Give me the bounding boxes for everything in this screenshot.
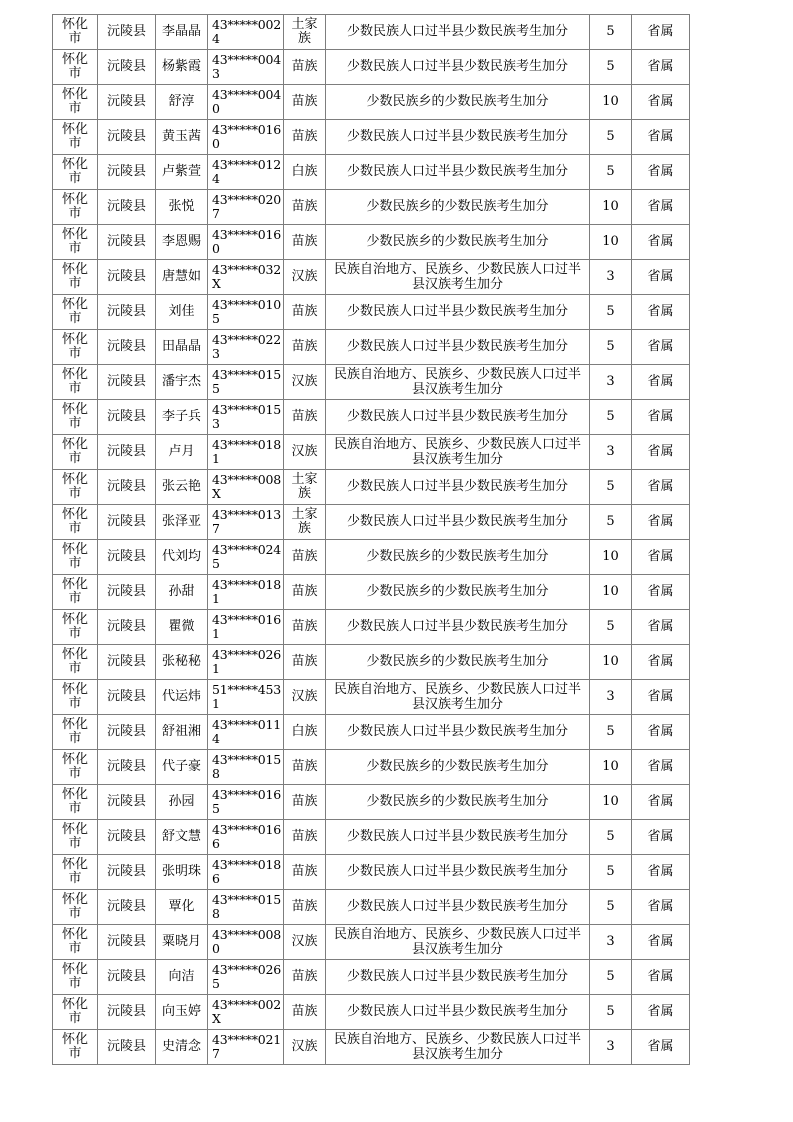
city-cell: 怀化 市 <box>53 330 98 365</box>
id-number-cell: 43*****004 0 <box>208 85 284 120</box>
bonus-points-cell: 10 <box>590 540 632 575</box>
ethnicity-cell: 土家 族 <box>284 15 326 50</box>
category-cell: 省属 <box>632 645 690 680</box>
category-cell: 省属 <box>632 15 690 50</box>
name-cell: 向洁 <box>156 960 208 995</box>
id-number-cell: 43*****016 6 <box>208 820 284 855</box>
bonus-item-cell: 少数民族人口过半县少数民族考生加分 <box>326 820 590 855</box>
table-row <box>53 330 690 365</box>
id-number-cell: 43*****011 4 <box>208 715 284 750</box>
table-row <box>53 155 690 190</box>
bonus-points-cell: 5 <box>590 295 632 330</box>
ethnicity-cell: 苗族 <box>284 190 326 225</box>
bonus-item-cell: 少数民族人口过半县少数民族考生加分 <box>326 155 590 190</box>
bonus-points-cell: 10 <box>590 785 632 820</box>
id-number-cell: 43*****016 0 <box>208 225 284 260</box>
ethnicity-cell: 苗族 <box>284 750 326 785</box>
bonus-item-cell: 少数民族乡的少数民族考生加分 <box>326 645 590 680</box>
city-cell: 怀化 市 <box>53 50 98 85</box>
city-cell: 怀化 市 <box>53 505 98 540</box>
id-number-cell: 43*****015 5 <box>208 365 284 400</box>
city-cell: 怀化 市 <box>53 750 98 785</box>
table-row <box>53 575 690 610</box>
county-cell: 沅陵县 <box>98 435 156 470</box>
city-cell: 怀化 市 <box>53 400 98 435</box>
city-cell: 怀化 市 <box>53 715 98 750</box>
table-row <box>53 680 690 715</box>
bonus-points-cell: 5 <box>590 890 632 925</box>
name-cell: 杨紫霞 <box>156 50 208 85</box>
city-cell: 怀化 市 <box>53 855 98 890</box>
city-cell: 怀化 市 <box>53 190 98 225</box>
bonus-points-cell: 5 <box>590 155 632 190</box>
county-cell: 沅陵县 <box>98 680 156 715</box>
category-cell: 省属 <box>632 715 690 750</box>
bonus-item-cell: 少数民族人口过半县少数民族考生加分 <box>326 610 590 645</box>
ethnicity-cell: 汉族 <box>284 365 326 400</box>
city-cell: 怀化 市 <box>53 680 98 715</box>
county-cell: 沅陵县 <box>98 855 156 890</box>
ethnicity-cell: 苗族 <box>284 295 326 330</box>
bonus-points-cell: 3 <box>590 680 632 715</box>
bonus-item-cell: 少数民族乡的少数民族考生加分 <box>326 575 590 610</box>
table-row <box>53 295 690 330</box>
id-number-cell: 43*****021 7 <box>208 1030 284 1065</box>
county-cell: 沅陵县 <box>98 15 156 50</box>
county-cell: 沅陵县 <box>98 470 156 505</box>
bonus-points-cell: 3 <box>590 1030 632 1065</box>
name-cell: 舒淳 <box>156 85 208 120</box>
county-cell: 沅陵县 <box>98 575 156 610</box>
category-cell: 省属 <box>632 190 690 225</box>
category-cell: 省属 <box>632 155 690 190</box>
name-cell: 李晶晶 <box>156 15 208 50</box>
bonus-points-cell: 5 <box>590 330 632 365</box>
table-row <box>53 750 690 785</box>
category-cell: 省属 <box>632 820 690 855</box>
name-cell: 瞿微 <box>156 610 208 645</box>
bonus-item-cell: 少数民族人口过半县少数民族考生加分 <box>326 890 590 925</box>
category-cell: 省属 <box>632 960 690 995</box>
id-number-cell: 43*****022 3 <box>208 330 284 365</box>
table-row <box>53 540 690 575</box>
bonus-item-cell: 少数民族人口过半县少数民族考生加分 <box>326 995 590 1030</box>
name-cell: 李恩赐 <box>156 225 208 260</box>
bonus-points-cell: 5 <box>590 855 632 890</box>
category-cell: 省属 <box>632 1030 690 1065</box>
category-cell: 省属 <box>632 575 690 610</box>
table-row <box>53 715 690 750</box>
table-row <box>53 15 690 50</box>
bonus-points-cell: 3 <box>590 925 632 960</box>
category-cell: 省属 <box>632 855 690 890</box>
table-row <box>53 855 690 890</box>
id-number-cell: 43*****024 5 <box>208 540 284 575</box>
bonus-item-cell: 少数民族人口过半县少数民族考生加分 <box>326 505 590 540</box>
id-number-cell: 43*****026 1 <box>208 645 284 680</box>
bonus-item-cell: 少数民族人口过半县少数民族考生加分 <box>326 960 590 995</box>
id-number-cell: 43*****015 3 <box>208 400 284 435</box>
city-cell: 怀化 市 <box>53 645 98 680</box>
city-cell: 怀化 市 <box>53 120 98 155</box>
name-cell: 张悦 <box>156 190 208 225</box>
name-cell: 刘佳 <box>156 295 208 330</box>
name-cell: 张云艳 <box>156 470 208 505</box>
bonus-item-cell: 少数民族人口过半县少数民族考生加分 <box>326 15 590 50</box>
ethnicity-cell: 苗族 <box>284 610 326 645</box>
name-cell: 代子豪 <box>156 750 208 785</box>
name-cell: 代刘均 <box>156 540 208 575</box>
city-cell: 怀化 市 <box>53 365 98 400</box>
category-cell: 省属 <box>632 330 690 365</box>
id-number-cell: 43*****020 7 <box>208 190 284 225</box>
city-cell: 怀化 市 <box>53 890 98 925</box>
bonus-points-cell: 5 <box>590 820 632 855</box>
city-cell: 怀化 市 <box>53 1030 98 1065</box>
bonus-points-cell: 5 <box>590 470 632 505</box>
county-cell: 沅陵县 <box>98 330 156 365</box>
bonus-points-cell: 10 <box>590 750 632 785</box>
bonus-points-cell: 5 <box>590 505 632 540</box>
bonus-points-cell: 10 <box>590 225 632 260</box>
table-row <box>53 645 690 680</box>
city-cell: 怀化 市 <box>53 155 98 190</box>
city-cell: 怀化 市 <box>53 470 98 505</box>
table-row <box>53 225 690 260</box>
bonus-points-cell: 3 <box>590 435 632 470</box>
table-row <box>53 365 690 400</box>
ethnicity-cell: 汉族 <box>284 435 326 470</box>
id-number-cell: 43*****016 1 <box>208 610 284 645</box>
city-cell: 怀化 市 <box>53 295 98 330</box>
table-row <box>53 820 690 855</box>
table-row <box>53 435 690 470</box>
ethnicity-cell: 白族 <box>284 155 326 190</box>
bonus-points-cell: 5 <box>590 50 632 85</box>
table-row <box>53 400 690 435</box>
table-row <box>53 120 690 155</box>
table-row <box>53 925 690 960</box>
category-cell: 省属 <box>632 50 690 85</box>
county-cell: 沅陵县 <box>98 365 156 400</box>
county-cell: 沅陵县 <box>98 190 156 225</box>
category-cell: 省属 <box>632 400 690 435</box>
bonus-item-cell: 少数民族乡的少数民族考生加分 <box>326 85 590 120</box>
id-number-cell: 43*****016 0 <box>208 120 284 155</box>
name-cell: 卢月 <box>156 435 208 470</box>
city-cell: 怀化 市 <box>53 995 98 1030</box>
id-number-cell: 43*****015 8 <box>208 750 284 785</box>
category-cell: 省属 <box>632 540 690 575</box>
table-row <box>53 1030 690 1065</box>
ethnicity-cell: 苗族 <box>284 85 326 120</box>
bonus-item-cell: 少数民族人口过半县少数民族考生加分 <box>326 50 590 85</box>
bonus-points-cell: 3 <box>590 365 632 400</box>
id-number-cell: 43*****018 6 <box>208 855 284 890</box>
ethnicity-cell: 汉族 <box>284 925 326 960</box>
category-cell: 省属 <box>632 470 690 505</box>
id-number-cell: 43*****016 5 <box>208 785 284 820</box>
city-cell: 怀化 市 <box>53 610 98 645</box>
table-row <box>53 610 690 645</box>
id-number-cell: 43*****013 7 <box>208 505 284 540</box>
bonus-item-cell: 少数民族人口过半县少数民族考生加分 <box>326 120 590 155</box>
name-cell: 史清念 <box>156 1030 208 1065</box>
bonus-points-cell: 5 <box>590 15 632 50</box>
ethnicity-cell: 苗族 <box>284 225 326 260</box>
id-number-cell: 43*****002 X <box>208 995 284 1030</box>
category-cell: 省属 <box>632 890 690 925</box>
table-row <box>53 505 690 540</box>
name-cell: 舒祖湘 <box>156 715 208 750</box>
category-cell: 省属 <box>632 225 690 260</box>
bonus-item-cell: 少数民族人口过半县少数民族考生加分 <box>326 295 590 330</box>
category-cell: 省属 <box>632 680 690 715</box>
name-cell: 张泽亚 <box>156 505 208 540</box>
name-cell: 粟晓月 <box>156 925 208 960</box>
name-cell: 张秘秘 <box>156 645 208 680</box>
ethnicity-cell: 苗族 <box>284 575 326 610</box>
id-number-cell: 43*****018 1 <box>208 575 284 610</box>
id-number-cell: 43*****010 5 <box>208 295 284 330</box>
ethnicity-cell: 苗族 <box>284 855 326 890</box>
county-cell: 沅陵县 <box>98 260 156 295</box>
county-cell: 沅陵县 <box>98 610 156 645</box>
ethnicity-cell: 汉族 <box>284 1030 326 1065</box>
bonus-item-cell: 少数民族乡的少数民族考生加分 <box>326 750 590 785</box>
bonus-points-cell: 3 <box>590 260 632 295</box>
name-cell: 覃化 <box>156 890 208 925</box>
id-number-cell: 43*****012 4 <box>208 155 284 190</box>
city-cell: 怀化 市 <box>53 820 98 855</box>
bonus-points-cell: 10 <box>590 190 632 225</box>
name-cell: 黄玉茜 <box>156 120 208 155</box>
county-cell: 沅陵县 <box>98 785 156 820</box>
bonus-item-cell: 民族自治地方、民族乡、少数民族人口过半县汉族考生加分 <box>326 435 590 470</box>
ethnicity-cell: 苗族 <box>284 120 326 155</box>
county-cell: 沅陵县 <box>98 225 156 260</box>
table-row <box>53 960 690 995</box>
bonus-points-cell: 10 <box>590 85 632 120</box>
name-cell: 孙甜 <box>156 575 208 610</box>
bonus-points-cell: 10 <box>590 645 632 680</box>
name-cell: 向玉婷 <box>156 995 208 1030</box>
county-cell: 沅陵县 <box>98 295 156 330</box>
category-cell: 省属 <box>632 925 690 960</box>
category-cell: 省属 <box>632 435 690 470</box>
ethnicity-cell: 苗族 <box>284 785 326 820</box>
table-row <box>53 85 690 120</box>
county-cell: 沅陵县 <box>98 715 156 750</box>
city-cell: 怀化 市 <box>53 540 98 575</box>
bonus-item-cell: 民族自治地方、民族乡、少数民族人口过半县汉族考生加分 <box>326 260 590 295</box>
city-cell: 怀化 市 <box>53 785 98 820</box>
city-cell: 怀化 市 <box>53 435 98 470</box>
ethnicity-cell: 苗族 <box>284 50 326 85</box>
bonus-points-cell: 5 <box>590 715 632 750</box>
table-row <box>53 50 690 85</box>
bonus-item-cell: 少数民族人口过半县少数民族考生加分 <box>326 715 590 750</box>
id-number-cell: 43*****018 1 <box>208 435 284 470</box>
ethnicity-cell: 苗族 <box>284 820 326 855</box>
bonus-item-cell: 少数民族人口过半县少数民族考生加分 <box>326 855 590 890</box>
bonus-points-cell: 10 <box>590 575 632 610</box>
ethnicity-cell: 苗族 <box>284 890 326 925</box>
city-cell: 怀化 市 <box>53 225 98 260</box>
bonus-points-cell: 5 <box>590 610 632 645</box>
table-row <box>53 785 690 820</box>
county-cell: 沅陵县 <box>98 1030 156 1065</box>
county-cell: 沅陵县 <box>98 505 156 540</box>
name-cell: 张明珠 <box>156 855 208 890</box>
category-cell: 省属 <box>632 260 690 295</box>
id-number-cell: 43*****032 X <box>208 260 284 295</box>
bonus-item-cell: 少数民族乡的少数民族考生加分 <box>326 785 590 820</box>
city-cell: 怀化 市 <box>53 15 98 50</box>
ethnicity-cell: 白族 <box>284 715 326 750</box>
id-number-cell: 43*****004 3 <box>208 50 284 85</box>
ethnicity-cell: 苗族 <box>284 400 326 435</box>
bonus-item-cell: 少数民族人口过半县少数民族考生加分 <box>326 400 590 435</box>
name-cell: 孙园 <box>156 785 208 820</box>
ethnicity-cell: 土家 族 <box>284 470 326 505</box>
bonus-points-cell: 5 <box>590 960 632 995</box>
table-row <box>53 260 690 295</box>
bonus-points-cell: 5 <box>590 120 632 155</box>
county-cell: 沅陵县 <box>98 540 156 575</box>
ethnicity-cell: 汉族 <box>284 680 326 715</box>
county-cell: 沅陵县 <box>98 995 156 1030</box>
name-cell: 田晶晶 <box>156 330 208 365</box>
id-number-cell: 43*****008 X <box>208 470 284 505</box>
table-row <box>53 995 690 1030</box>
city-cell: 怀化 市 <box>53 575 98 610</box>
city-cell: 怀化 市 <box>53 925 98 960</box>
city-cell: 怀化 市 <box>53 85 98 120</box>
category-cell: 省属 <box>632 785 690 820</box>
county-cell: 沅陵县 <box>98 50 156 85</box>
bonus-item-cell: 少数民族乡的少数民族考生加分 <box>326 190 590 225</box>
table-row <box>53 190 690 225</box>
id-number-cell: 43*****002 4 <box>208 15 284 50</box>
bonus-item-cell: 民族自治地方、民族乡、少数民族人口过半县汉族考生加分 <box>326 680 590 715</box>
name-cell: 代运炜 <box>156 680 208 715</box>
city-cell: 怀化 市 <box>53 960 98 995</box>
county-cell: 沅陵县 <box>98 155 156 190</box>
ethnicity-cell: 汉族 <box>284 260 326 295</box>
category-cell: 省属 <box>632 365 690 400</box>
category-cell: 省属 <box>632 610 690 645</box>
id-number-cell: 43*****008 0 <box>208 925 284 960</box>
county-cell: 沅陵县 <box>98 960 156 995</box>
category-cell: 省属 <box>632 295 690 330</box>
bonus-points-cell: 5 <box>590 995 632 1030</box>
bonus-item-cell: 少数民族人口过半县少数民族考生加分 <box>326 330 590 365</box>
category-cell: 省属 <box>632 85 690 120</box>
bonus-item-cell: 少数民族人口过半县少数民族考生加分 <box>326 470 590 505</box>
bonus-points-table <box>52 14 690 1065</box>
name-cell: 舒文慧 <box>156 820 208 855</box>
county-cell: 沅陵县 <box>98 750 156 785</box>
bonus-item-cell: 少数民族乡的少数民族考生加分 <box>326 225 590 260</box>
ethnicity-cell: 苗族 <box>284 330 326 365</box>
county-cell: 沅陵县 <box>98 645 156 680</box>
name-cell: 潘宇杰 <box>156 365 208 400</box>
name-cell: 卢紫萱 <box>156 155 208 190</box>
ethnicity-cell: 苗族 <box>284 960 326 995</box>
bonus-item-cell: 少数民族乡的少数民族考生加分 <box>326 540 590 575</box>
name-cell: 李子兵 <box>156 400 208 435</box>
county-cell: 沅陵县 <box>98 120 156 155</box>
county-cell: 沅陵县 <box>98 890 156 925</box>
category-cell: 省属 <box>632 750 690 785</box>
table-row <box>53 470 690 505</box>
bonus-points-cell: 5 <box>590 400 632 435</box>
county-cell: 沅陵县 <box>98 925 156 960</box>
id-number-cell: 51*****453 1 <box>208 680 284 715</box>
id-number-cell: 43*****015 8 <box>208 890 284 925</box>
county-cell: 沅陵县 <box>98 85 156 120</box>
ethnicity-cell: 土家 族 <box>284 505 326 540</box>
ethnicity-cell: 苗族 <box>284 645 326 680</box>
category-cell: 省属 <box>632 995 690 1030</box>
table-row <box>53 890 690 925</box>
county-cell: 沅陵县 <box>98 400 156 435</box>
bonus-item-cell: 民族自治地方、民族乡、少数民族人口过半县汉族考生加分 <box>326 925 590 960</box>
bonus-item-cell: 民族自治地方、民族乡、少数民族人口过半县汉族考生加分 <box>326 365 590 400</box>
bonus-item-cell: 民族自治地方、民族乡、少数民族人口过半县汉族考生加分 <box>326 1030 590 1065</box>
category-cell: 省属 <box>632 120 690 155</box>
ethnicity-cell: 苗族 <box>284 995 326 1030</box>
name-cell: 唐慧如 <box>156 260 208 295</box>
table-body <box>53 15 690 1065</box>
city-cell: 怀化 市 <box>53 260 98 295</box>
county-cell: 沅陵县 <box>98 820 156 855</box>
ethnicity-cell: 苗族 <box>284 540 326 575</box>
id-number-cell: 43*****026 5 <box>208 960 284 995</box>
category-cell: 省属 <box>632 505 690 540</box>
